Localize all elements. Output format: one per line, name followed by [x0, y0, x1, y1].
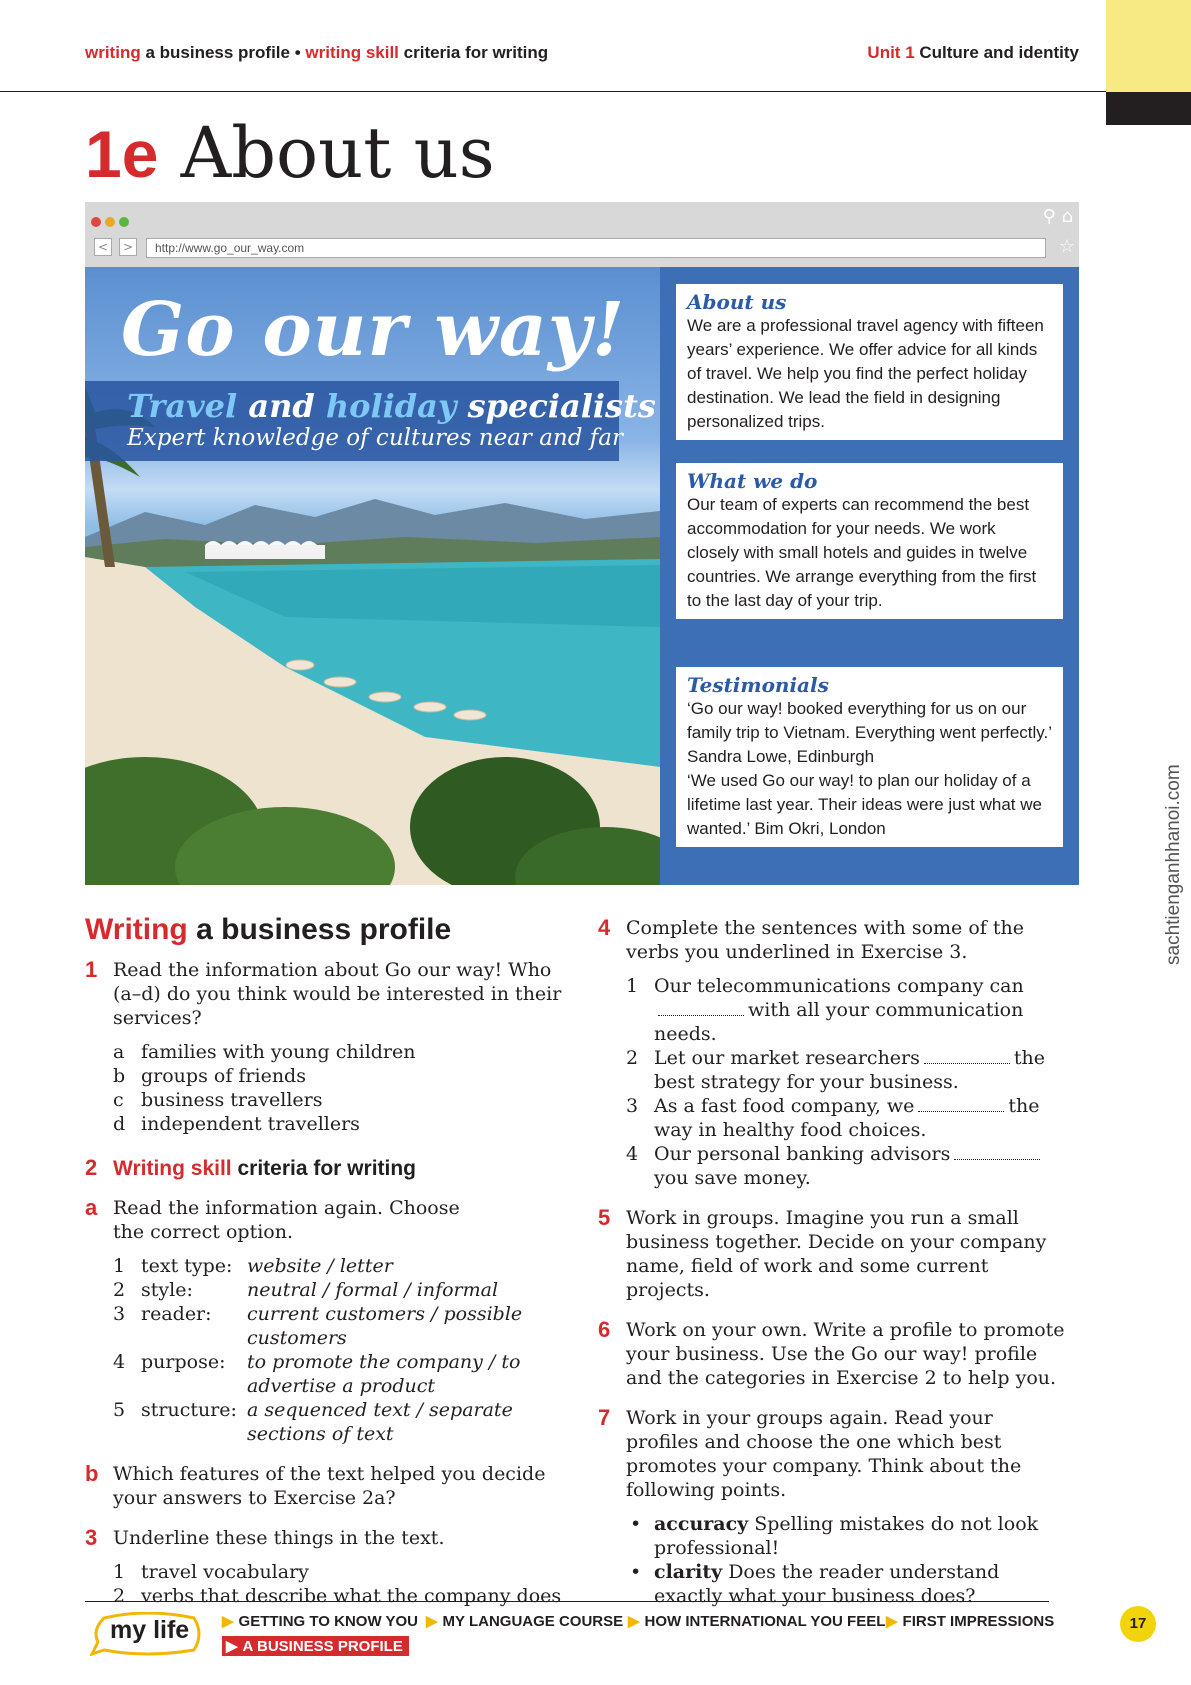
- criteria-options: website / letter: [247, 1255, 393, 1277]
- footer-nav-how-international[interactable]: ▶ HOW INTERNATIONAL YOU FEEL: [628, 1613, 886, 1630]
- gap-fill-sentence: [626, 1142, 1070, 1190]
- list-item: [113, 1584, 575, 1608]
- back-button-icon: <: [94, 238, 112, 256]
- criteria-key: purpose:: [141, 1351, 226, 1373]
- item-marker: 3: [626, 1095, 639, 1117]
- item-text: families with young children: [141, 1041, 416, 1063]
- testimonials-box: [676, 667, 1063, 847]
- sentence-start: Let our market researchers: [654, 1047, 920, 1069]
- exercise-1-options: [85, 1040, 575, 1136]
- criteria-table: [85, 1254, 575, 1446]
- answer-blank[interactable]: [918, 1111, 1004, 1112]
- testimonial-2: ‘We used Go our way! to plan our holiday of a lifetime last year. Their ideas were just what we wanted.’ Bim Okri, London: [687, 771, 1042, 838]
- footer-rule: [85, 1601, 1049, 1602]
- footer-nav-first-impressions[interactable]: ▶ FIRST IMPRESSIONS: [886, 1613, 1055, 1630]
- gap-fill-sentence: [626, 1046, 1070, 1094]
- list-item: [113, 1088, 575, 1112]
- criteria-number: 2: [113, 1279, 126, 1301]
- bullet-icon: •: [630, 1561, 642, 1583]
- criteria-options: to promote the company / to advertise a product: [247, 1351, 521, 1397]
- list-item: [113, 1040, 575, 1064]
- about-us-box: [676, 284, 1063, 440]
- gap-fill-sentence: [626, 974, 1070, 1046]
- hero-tagline: Travel and holiday specialists: [127, 387, 656, 425]
- right-column: [598, 916, 1070, 1608]
- header-unit: Unit 1 Culture and identity: [867, 43, 1079, 62]
- hero-tagline-band: [85, 381, 656, 461]
- exercise-2-title: Writing skill criteria for writing: [113, 1157, 417, 1180]
- page-header: [0, 0, 1191, 92]
- item-marker: d: [113, 1113, 126, 1135]
- forward-button-icon: >: [119, 238, 137, 256]
- sentence-end: you save money.: [654, 1167, 811, 1189]
- bullet-text: Spelling mistakes do not look professional!: [654, 1513, 1039, 1559]
- criteria-number: 4: [113, 1351, 126, 1373]
- sentence-end: with all your communication needs.: [654, 999, 1024, 1045]
- bullet-keyword: accuracy: [654, 1513, 749, 1535]
- criteria-key: style:: [141, 1279, 193, 1301]
- answer-blank[interactable]: [658, 1015, 744, 1016]
- exercise-3: 3 Underline these things in the text.: [85, 1526, 575, 1550]
- section-heading: Writing a business profile: [85, 913, 452, 946]
- close-dot-icon: [91, 217, 101, 227]
- window-controls: [91, 212, 133, 231]
- exercise-5: 5 Work in groups. Imagine you run a small business together. Decide on your company name, field of work and some current projects.: [598, 1206, 1070, 1302]
- criteria-key: text type:: [141, 1255, 233, 1277]
- answer-blank[interactable]: [924, 1063, 1010, 1064]
- browser-window: [85, 202, 1079, 885]
- bullet-point: [626, 1512, 1070, 1560]
- hero-slogan: Go our way!: [121, 287, 626, 373]
- what-we-do-text: Our team of experts can recommend the best accommodation for your needs. We work closely with small hotels and guides in twelve countries. We arrange everything from the first to the last day of your trip.: [687, 495, 1037, 610]
- home-icon: ⌂: [1061, 206, 1073, 227]
- exercise-3-instruction: Underline these things in the text.: [113, 1527, 445, 1549]
- item-text: independent travellers: [141, 1113, 360, 1135]
- sentence-start: Our personal banking advisors: [654, 1143, 951, 1165]
- list-item: [113, 1064, 575, 1088]
- criteria-row: [113, 1302, 575, 1350]
- my-life-logo: my life: [90, 1612, 204, 1656]
- criteria-key: structure:: [141, 1399, 237, 1421]
- exercise-4-instruction: Complete the sentences with some of the verbs you underlined in Exercise 3.: [626, 917, 1024, 963]
- testimonial-1: ‘Go our way! booked everything for us on our family trip to Vietnam. Everything went perfectly.’ Sandra Lowe, Edinburgh: [687, 699, 1052, 766]
- criteria-options: current customers / possible customers: [247, 1303, 523, 1349]
- criteria-key: reader:: [141, 1303, 212, 1325]
- sentence-start: As a fast food company, we: [654, 1095, 915, 1117]
- item-marker: 4: [626, 1143, 639, 1165]
- what-we-do-box: [676, 463, 1063, 619]
- footer-nav-my-language-course[interactable]: ▶ MY LANGUAGE COURSE: [426, 1613, 624, 1630]
- item-text: groups of friends: [141, 1065, 306, 1087]
- criteria-row: [113, 1278, 575, 1302]
- unit-black-tab: [1106, 92, 1191, 125]
- sentence-end: the way in healthy food choices.: [654, 1095, 1040, 1141]
- list-item: [113, 1112, 575, 1136]
- item-marker: a: [113, 1041, 125, 1063]
- search-icon: ⚲: [1042, 206, 1056, 227]
- criteria-row: [113, 1398, 575, 1446]
- page-number: 17: [1120, 1606, 1156, 1642]
- unit-color-tab: [1106, 0, 1191, 92]
- browser-top-icons: [1043, 206, 1073, 227]
- page-title: 1e About us: [85, 112, 495, 194]
- exercise-2b: b Which features of the text helped you decide your answers to Exercise 2a?: [85, 1462, 575, 1510]
- left-column: [85, 912, 575, 1608]
- exercise-1-instruction: Read the information about Go our way! Who (a–d) do you think would be interested in their services?: [113, 959, 562, 1029]
- criteria-number: 3: [113, 1303, 126, 1325]
- header-topic: writing a business profile • writing skill criteria for writing: [85, 43, 549, 62]
- exercise-4: 4 Complete the sentences with some of the verbs you underlined in Exercise 3.: [598, 916, 1070, 964]
- maximize-dot-icon: [119, 217, 129, 227]
- info-panel: [660, 267, 1079, 885]
- what-we-do-heading: What we do: [687, 469, 818, 493]
- exercise-2a-instruction: Read the information again. Choose the correct option.: [113, 1197, 460, 1243]
- bookmark-star-icon: ☆: [1058, 236, 1075, 257]
- footer-nav-getting-to-know-you[interactable]: ▶ GETTING TO KNOW YOU: [222, 1613, 418, 1630]
- exercise-2a: a Read the information again. Choose the correct option.: [85, 1196, 575, 1244]
- sentence-start: Our telecommunications company can: [654, 975, 1024, 997]
- answer-blank[interactable]: [954, 1159, 1040, 1160]
- exercise-7-instruction: Work in your groups again. Read your profiles and choose the one which best promotes your company. Think about the following points.: [626, 1407, 1022, 1501]
- testimonials-heading: Testimonials: [687, 673, 829, 697]
- item-text: travel vocabulary: [141, 1561, 309, 1583]
- bullet-text: Does the reader understand exactly what your business does?: [654, 1561, 1000, 1607]
- item-marker: 2: [626, 1047, 639, 1069]
- gap-fill-sentence: [626, 1094, 1070, 1142]
- sentence-end: the best strategy for your business.: [654, 1047, 1046, 1093]
- exercise-1: 1 Read the information about Go our way! Who (a–d) do you think would be interested in their services?: [85, 958, 575, 1030]
- exercise-2b-instruction: Which features of the text helped you decide your answers to Exercise 2a?: [113, 1463, 546, 1509]
- watermark: sachtienganhhanoi.com: [1163, 764, 1184, 965]
- exercise-4-sentences: [598, 974, 1070, 1190]
- criteria-row: [113, 1254, 575, 1278]
- exercise-5-instruction: Work in groups. Imagine you run a small business together. Decide on your company name, field of work and some current projects.: [626, 1207, 1047, 1301]
- criteria-row: [113, 1350, 575, 1398]
- hero-image: [85, 267, 660, 885]
- item-text: verbs that describe what the company does: [141, 1585, 562, 1607]
- url-bar: http://www.go_our_way.com: [146, 238, 1046, 258]
- about-us-heading: About us: [687, 290, 787, 314]
- exercise-6: 6 Work on your own. Write a profile to promote your business. Use the Go our way! profile and the categories in Exercise 2 to help you.: [598, 1318, 1070, 1390]
- item-marker: 2: [113, 1585, 126, 1607]
- list-item: [113, 1560, 575, 1584]
- bullet-keyword: clarity: [654, 1561, 723, 1583]
- item-marker: 1: [626, 975, 639, 997]
- criteria-options: neutral / formal / informal: [247, 1279, 499, 1301]
- hero-subtagline: Expert knowledge of cultures near and far: [127, 425, 623, 451]
- item-marker: c: [113, 1089, 124, 1111]
- criteria-number: 1: [113, 1255, 126, 1277]
- criteria-number: 5: [113, 1399, 126, 1421]
- exercise-2: 2 Writing skill criteria for writing: [85, 1156, 575, 1182]
- exercise-7-points: [598, 1512, 1070, 1608]
- exercise-6-instruction: Work on your own. Write a profile to promote your business. Use the Go our way! profile and the categories in Exercise 2 to help you.: [626, 1319, 1065, 1389]
- about-us-text: We are a professional travel agency with fifteen years’ experience. We offer advice for all kinds of travel. We help you find the perfect holiday destination. We lead the field in designing personalized trips.: [687, 316, 1044, 431]
- item-marker: 1: [113, 1561, 126, 1583]
- bullet-icon: •: [630, 1513, 642, 1535]
- footer-nav-business-profile[interactable]: ▶ A BUSINESS PROFILE: [222, 1636, 409, 1656]
- item-marker: b: [113, 1065, 126, 1087]
- item-text: business travellers: [141, 1089, 323, 1111]
- minimize-dot-icon: [105, 217, 115, 227]
- criteria-options: a sequenced text / separate sections of text: [247, 1399, 513, 1445]
- exercise-7: 7 Work in your groups again. Read your profiles and choose the one which best promotes your company. Think about the following points.: [598, 1406, 1070, 1502]
